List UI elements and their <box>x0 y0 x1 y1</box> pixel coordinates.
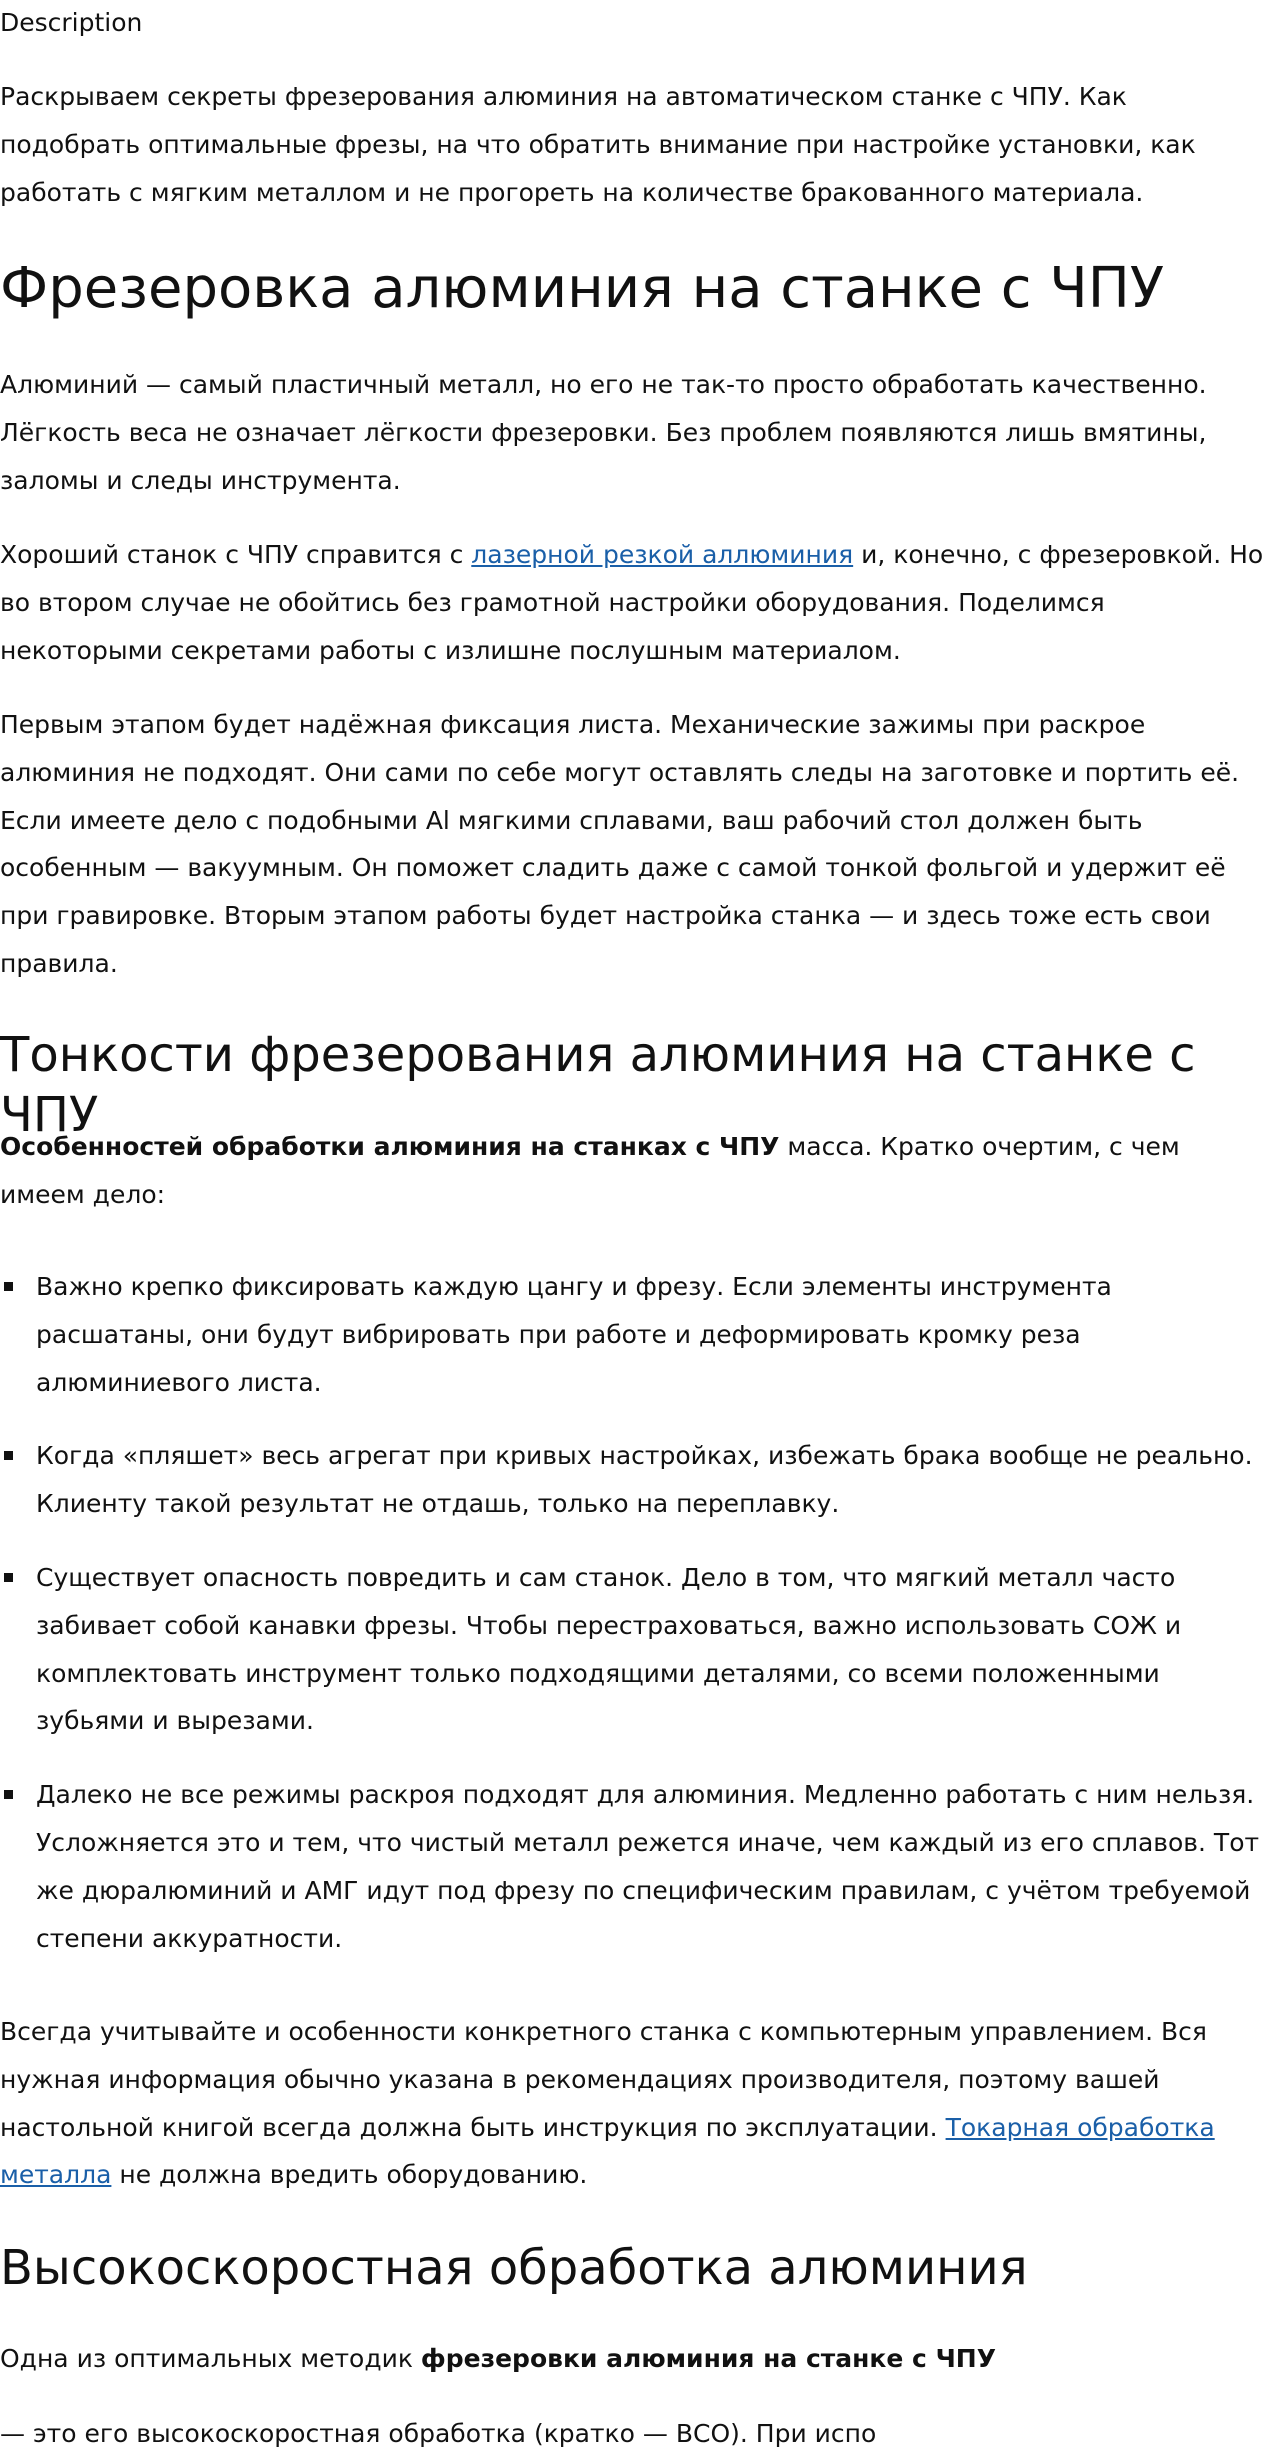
paragraph-4 <box>0 1123 1268 1219</box>
list-item <box>0 1432 1268 1528</box>
paragraph-5-before: Всегда учитывайте и особенности конкретного станка с компьютерным управлением. Вся нужная информация обычно указана в рекомендациях производителя, поэтому вашей настольной книгой всегда должна быть инструкция по эксплуатации. <box>0 2017 1207 2142</box>
bullet-square-icon <box>4 1282 13 1291</box>
features-list <box>0 1263 1268 1962</box>
paragraph-2 <box>0 531 1268 674</box>
list-item <box>0 1263 1268 1406</box>
paragraph-6 <box>0 2335 1268 2383</box>
paragraph-5-text <box>0 2008 1268 2199</box>
paragraph-6-bold: фрезеровки алюминия на станке с ЧПУ <box>420 2344 996 2373</box>
paragraph-1-text: Алюминий — самый пластичный металл, но его не так-то просто обработать качественно. Лёгкость веса не означает лёгкости фрезеровки. Без проблем появляются лишь вмятины, заломы и следы инструмента. <box>0 370 1207 495</box>
paragraph-4-text <box>0 1123 1268 1219</box>
list-item-text: Когда «пляшет» весь агрегат при кривых настройках, избежать брака вообще не реально. Клиенту такой результат не отдашь, только на переплавку. <box>36 1441 1253 1519</box>
paragraph-3 <box>0 701 1268 988</box>
paragraph-1 <box>0 361 1268 504</box>
paragraph-2-after: и, конечно, с фрезеровкой. Но во втором случае не обойтись без грамотной настройки оборудования. Поделимся некоторыми секретами работы с излишне послушным материалом. <box>0 540 1264 665</box>
paragraph-7-text: — это его высокоскоростная обработка (кратко — ВСО). При испо <box>0 2419 877 2448</box>
paragraph-5-after: не должна вредить оборудованию. <box>111 2160 588 2190</box>
list-item-text: Существует опасность повредить и сам станок. Дело в том, что мягкий металл часто забивает собой канавки фрезы. Чтобы перестраховаться, важно использовать СОЖ и комплектовать инструмент только подходящими деталями, со всеми положенными зубьями и вырезами. <box>36 1562 1182 1736</box>
paragraph-4-bold: Особенностей обработки алюминия на станках с ЧПУ <box>0 1132 780 1161</box>
paragraph-2-before: Хороший станок с ЧПУ справится с <box>0 540 472 569</box>
paragraph-4-rest: масса. Кратко очертим, с чем имеем дело: <box>0 1132 1180 1209</box>
bullet-square-icon <box>4 1573 13 1582</box>
description-label: Description <box>0 8 143 37</box>
paragraph-6-text <box>0 2335 1268 2383</box>
bullet-square-icon <box>4 1790 13 1799</box>
section-heading-subtleties: Тонкости фрезерования алюминия на станке с ЧПУ <box>0 1027 1196 1143</box>
paragraph-6-before: Одна из оптимальных методик <box>0 2344 421 2373</box>
paragraph-3-text: Первым этапом будет надёжная фиксация листа. Механические зажимы при раскрое алюминия не подходят. Они сами по себе могут оставлять следы на заготовке и портить её. Если имеете дело с подобными Al мягкими сплавами, ваш рабочий стол должен быть особенным — вакуумным. Он поможет сладить даже с самой тонкой фольгой и удержит её при гравировке. Вторым этапом работы будет настройка станка — и здесь тоже есть свои правила. <box>0 710 1240 978</box>
intro-paragraph <box>0 73 1268 216</box>
turning-link[interactable]: Токарная обработка металла <box>0 2112 1215 2190</box>
paragraph-2-text <box>0 531 1268 674</box>
list-item <box>0 1554 1268 1745</box>
paragraph-5 <box>0 2008 1268 2199</box>
section-heading-high-speed: Высокоскоростная обработка алюминия <box>0 2240 1028 2296</box>
page-title: Фрезеровка алюминия на станке с ЧПУ <box>0 256 1164 321</box>
list-item-text: Далеко не все режимы раскроя подходят для алюминия. Медленно работать с ним нельзя. Усложняется это и тем, что чистый металл режется иначе, чем каждый из его сплавов. Тот же дюралюминий и АМГ идут под фрезу по специфическим правилам, с учётом требуемой степени аккуратности. <box>36 1780 1260 1953</box>
bullet-square-icon <box>4 1451 13 1460</box>
list-item <box>0 1771 1268 1962</box>
paragraph-7 <box>0 2410 1268 2458</box>
list-item-text: Важно крепко фиксировать каждую цангу и фрезу. Если элементы инструмента расшатаны, они будут вибрировать при работе и деформировать кромку реза алюминиевого листа. <box>36 1272 1112 1397</box>
intro-text: Раскрываем секреты фрезерования алюминия на автоматическом станке с ЧПУ. Как подобрать оптимальные фрезы, на что обратить внимание при настройке установки, как работать с мягким металлом и не прогореть на количестве бракованного материала. <box>0 82 1196 207</box>
laser-cutting-link[interactable]: лазерной резкой аллюминия <box>471 540 854 569</box>
